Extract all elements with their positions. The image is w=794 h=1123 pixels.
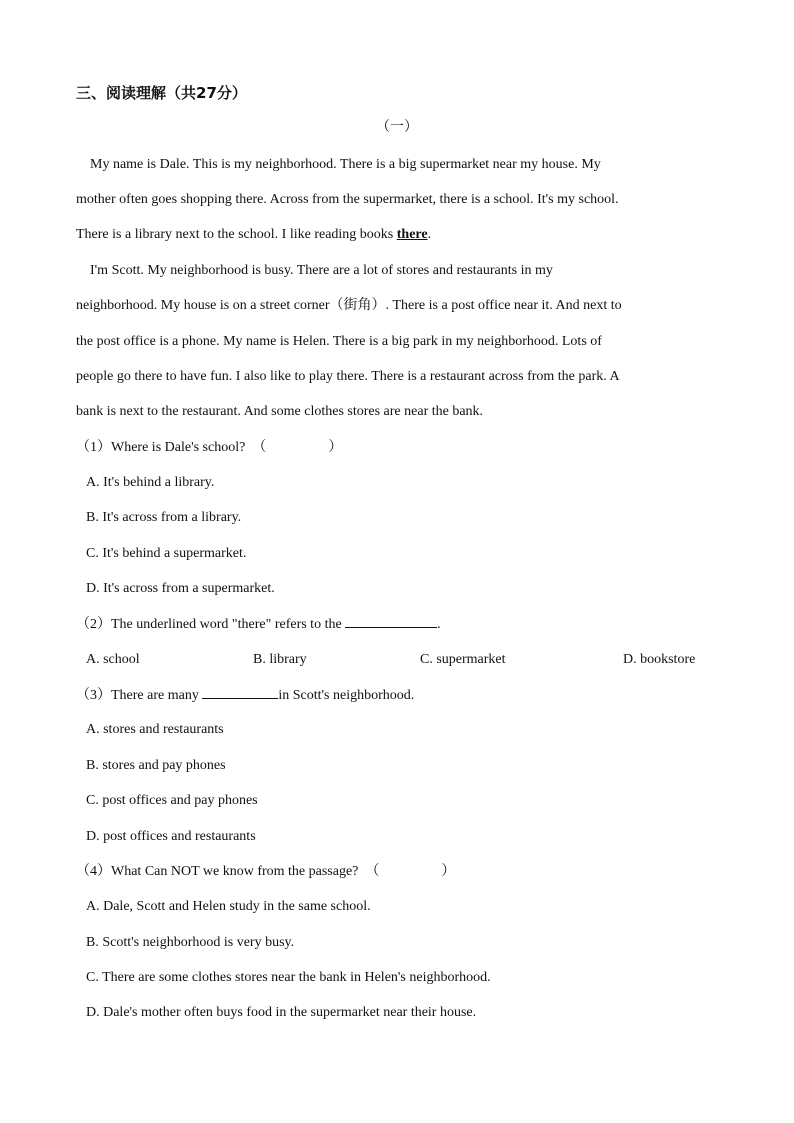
passage-line: people go there to have fun. I also like to play there. There is a restaurant across from the park. A [76, 369, 620, 384]
question-stem: （1）Where is Dale's school? （ ） [76, 440, 343, 455]
option[interactable]: A. stores and restaurants [86, 722, 224, 737]
option[interactable]: D. post offices and restaurants [86, 829, 256, 844]
option[interactable]: D. bookstore [623, 652, 696, 667]
option[interactable]: B. It's across from a library. [86, 510, 242, 525]
passage-line: There is a library next to the school. I like reading books there. [76, 227, 432, 242]
question-stem: （2）The underlined word "there" refers to the . [76, 617, 441, 632]
section-heading: 三、阅读理解（共27分） [76, 84, 247, 102]
option[interactable]: C. There are some clothes stores near the bank in Helen's neighborhood. [86, 970, 491, 985]
passage-line: I'm Scott. My neighborhood is busy. There are a lot of stores and restaurants in my [90, 263, 553, 278]
question-stem: （4）What Can NOT we know from the passage? （ ） [76, 864, 456, 879]
option[interactable]: B. stores and pay phones [86, 758, 226, 773]
question-stem: （3）There are many in Scott's neighborhood. [76, 688, 415, 703]
passage-label: （一） [376, 120, 418, 135]
passage-line: mother often goes shopping there. Across from the supermarket, there is a school. It's my school. [76, 192, 619, 207]
option[interactable]: A. It's behind a library. [86, 475, 215, 490]
answer-blank[interactable] [202, 686, 278, 699]
passage-line: bank is next to the restaurant. And some clothes stores are near the bank. [76, 404, 484, 419]
underlined-word: there [396, 227, 428, 242]
option[interactable]: D. It's across from a supermarket. [86, 581, 275, 596]
option[interactable]: C. supermarket [420, 652, 506, 667]
option[interactable]: B. library [253, 652, 307, 667]
option[interactable]: D. Dale's mother often buys food in the supermarket near their house. [86, 1005, 477, 1020]
option[interactable]: A. school [86, 652, 140, 667]
option[interactable]: C. post offices and pay phones [86, 793, 258, 808]
passage-line: My name is Dale. This is my neighborhood. There is a big supermarket near my house. My [90, 157, 601, 172]
passage-line: the post office is a phone. My name is Helen. There is a big park in my neighborhood. Lots of [76, 334, 602, 349]
passage-line: neighborhood. My house is on a street corner（街角）. There is a post office near it. And next to [76, 298, 622, 313]
answer-blank[interactable] [345, 615, 437, 628]
option[interactable]: C. It's behind a supermarket. [86, 546, 247, 561]
option[interactable]: A. Dale, Scott and Helen study in the same school. [86, 899, 371, 914]
option[interactable]: B. Scott's neighborhood is very busy. [86, 935, 295, 950]
